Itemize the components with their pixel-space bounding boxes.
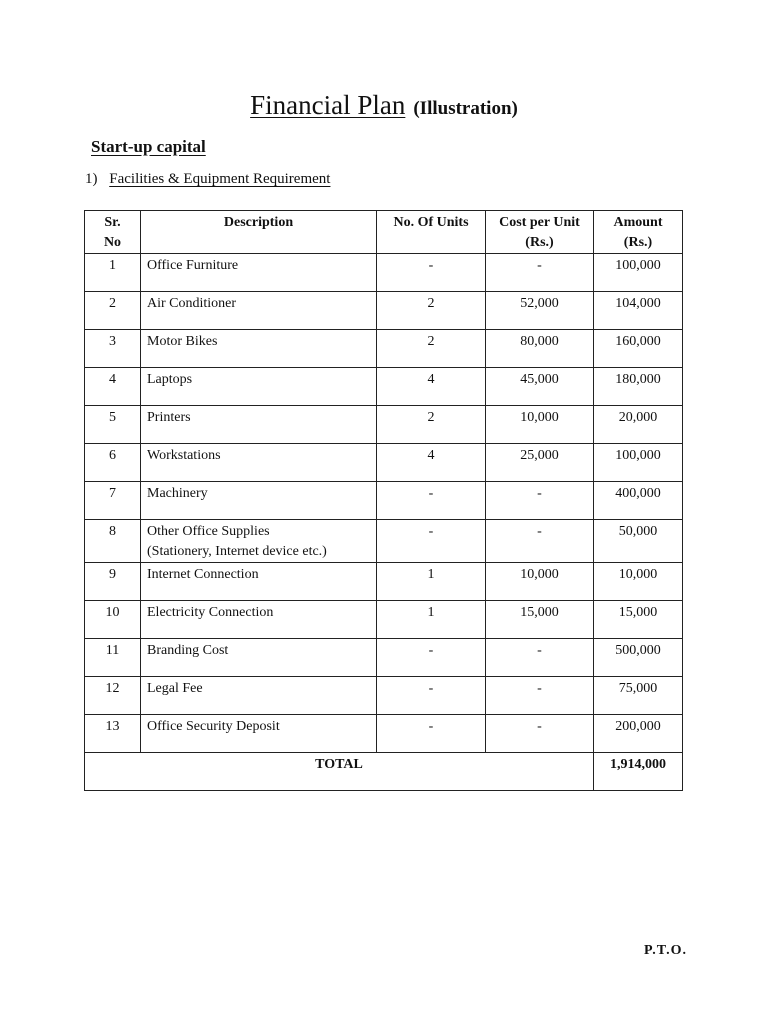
cell-cost: 52,000 — [486, 292, 594, 330]
cell-units: - — [377, 254, 486, 292]
table-header-row — [85, 211, 683, 254]
cell-description: Internet Connection — [141, 563, 377, 601]
cell-units: - — [377, 639, 486, 677]
cell-cost: 80,000 — [486, 330, 594, 368]
cell-sr: 7 — [85, 482, 141, 520]
cell-amount: 100,000 — [594, 444, 683, 482]
cell-sr: 6 — [85, 444, 141, 482]
cell-cost: 15,000 — [486, 601, 594, 639]
cell-sr: 5 — [85, 406, 141, 444]
cell-units: 2 — [377, 406, 486, 444]
subsection-heading — [85, 171, 330, 188]
cell-description: Office Security Deposit — [141, 715, 377, 753]
cell-units: 4 — [377, 444, 486, 482]
cell-units: 4 — [377, 368, 486, 406]
subsection-number: 1) — [85, 171, 98, 187]
table-row — [85, 482, 683, 520]
page-footer-pto: P.T.O. — [644, 943, 687, 958]
header-amount — [594, 211, 683, 254]
cell-sr: 4 — [85, 368, 141, 406]
cell-amount: 20,000 — [594, 406, 683, 444]
table-row — [85, 444, 683, 482]
header-cost — [486, 211, 594, 254]
cell-cost: - — [486, 482, 594, 520]
cell-amount: 200,000 — [594, 715, 683, 753]
cell-description: Laptops — [141, 368, 377, 406]
title-main: Financial Plan — [250, 90, 406, 120]
cell-units: - — [377, 520, 486, 563]
cell-description: Motor Bikes — [141, 330, 377, 368]
cell-units: 2 — [377, 330, 486, 368]
cell-sr: 1 — [85, 254, 141, 292]
table-row — [85, 330, 683, 368]
cell-description: Machinery — [141, 482, 377, 520]
cell-amount: 15,000 — [594, 601, 683, 639]
header-description: Description — [141, 211, 377, 254]
cell-amount: 400,000 — [594, 482, 683, 520]
table-row — [85, 254, 683, 292]
cell-cost: 25,000 — [486, 444, 594, 482]
total-value: 1,914,000 — [594, 753, 683, 791]
cell-description-line1: Other Office Supplies — [147, 524, 270, 539]
cell-units: - — [377, 677, 486, 715]
cell-description: Workstations — [141, 444, 377, 482]
cell-cost: - — [486, 254, 594, 292]
cell-sr: 10 — [85, 601, 141, 639]
cell-description — [141, 520, 377, 563]
header-sr-no — [85, 211, 141, 254]
table-row — [85, 639, 683, 677]
table-row — [85, 563, 683, 601]
table-row — [85, 601, 683, 639]
cell-description: Legal Fee — [141, 677, 377, 715]
table-row — [85, 292, 683, 330]
cell-description: Air Conditioner — [141, 292, 377, 330]
header-cost-line2: (Rs.) — [525, 235, 554, 250]
subsection-title: Facilities & Equipment Requirement — [109, 171, 331, 187]
cell-description: Branding Cost — [141, 639, 377, 677]
cell-amount: 160,000 — [594, 330, 683, 368]
document-title — [0, 92, 768, 119]
cell-cost: - — [486, 520, 594, 563]
cell-units: - — [377, 482, 486, 520]
cell-units: 1 — [377, 601, 486, 639]
header-sr-line1: Sr. — [104, 215, 121, 230]
total-label: TOTAL — [85, 753, 594, 791]
table-row — [85, 715, 683, 753]
table-row — [85, 406, 683, 444]
cell-sr: 13 — [85, 715, 141, 753]
cell-cost: - — [486, 715, 594, 753]
cell-units: 1 — [377, 563, 486, 601]
section-heading: Start-up capital — [91, 137, 206, 156]
cell-amount: 100,000 — [594, 254, 683, 292]
table-row — [85, 520, 683, 563]
cell-amount: 104,000 — [594, 292, 683, 330]
table-row — [85, 677, 683, 715]
cell-sr: 12 — [85, 677, 141, 715]
cell-description-line2: (Stationery, Internet device etc.) — [147, 544, 327, 559]
cell-sr: 2 — [85, 292, 141, 330]
cell-cost: 10,000 — [486, 406, 594, 444]
header-sr-line2: No — [103, 235, 122, 250]
cell-amount: 75,000 — [594, 677, 683, 715]
header-units: No. Of Units — [377, 211, 486, 254]
cell-description: Electricity Connection — [141, 601, 377, 639]
cell-units: - — [377, 715, 486, 753]
header-cost-line1: Cost per Unit — [499, 215, 580, 230]
table-row — [85, 368, 683, 406]
title-suffix: (Illustration) — [413, 98, 518, 119]
cell-sr: 3 — [85, 330, 141, 368]
cell-cost: - — [486, 677, 594, 715]
header-amount-line1: Amount — [613, 215, 663, 230]
cell-amount: 180,000 — [594, 368, 683, 406]
total-row — [85, 753, 683, 791]
cell-description: Office Furniture — [141, 254, 377, 292]
cell-sr: 9 — [85, 563, 141, 601]
cell-amount: 10,000 — [594, 563, 683, 601]
cell-units: 2 — [377, 292, 486, 330]
cell-amount: 500,000 — [594, 639, 683, 677]
header-amount-line2: (Rs.) — [623, 235, 653, 250]
cell-sr: 11 — [85, 639, 141, 677]
cell-cost: 45,000 — [486, 368, 594, 406]
facilities-table — [84, 210, 683, 791]
cell-sr: 8 — [85, 520, 141, 563]
cell-description: Printers — [141, 406, 377, 444]
cell-amount: 50,000 — [594, 520, 683, 563]
cell-cost: 10,000 — [486, 563, 594, 601]
cell-cost: - — [486, 639, 594, 677]
